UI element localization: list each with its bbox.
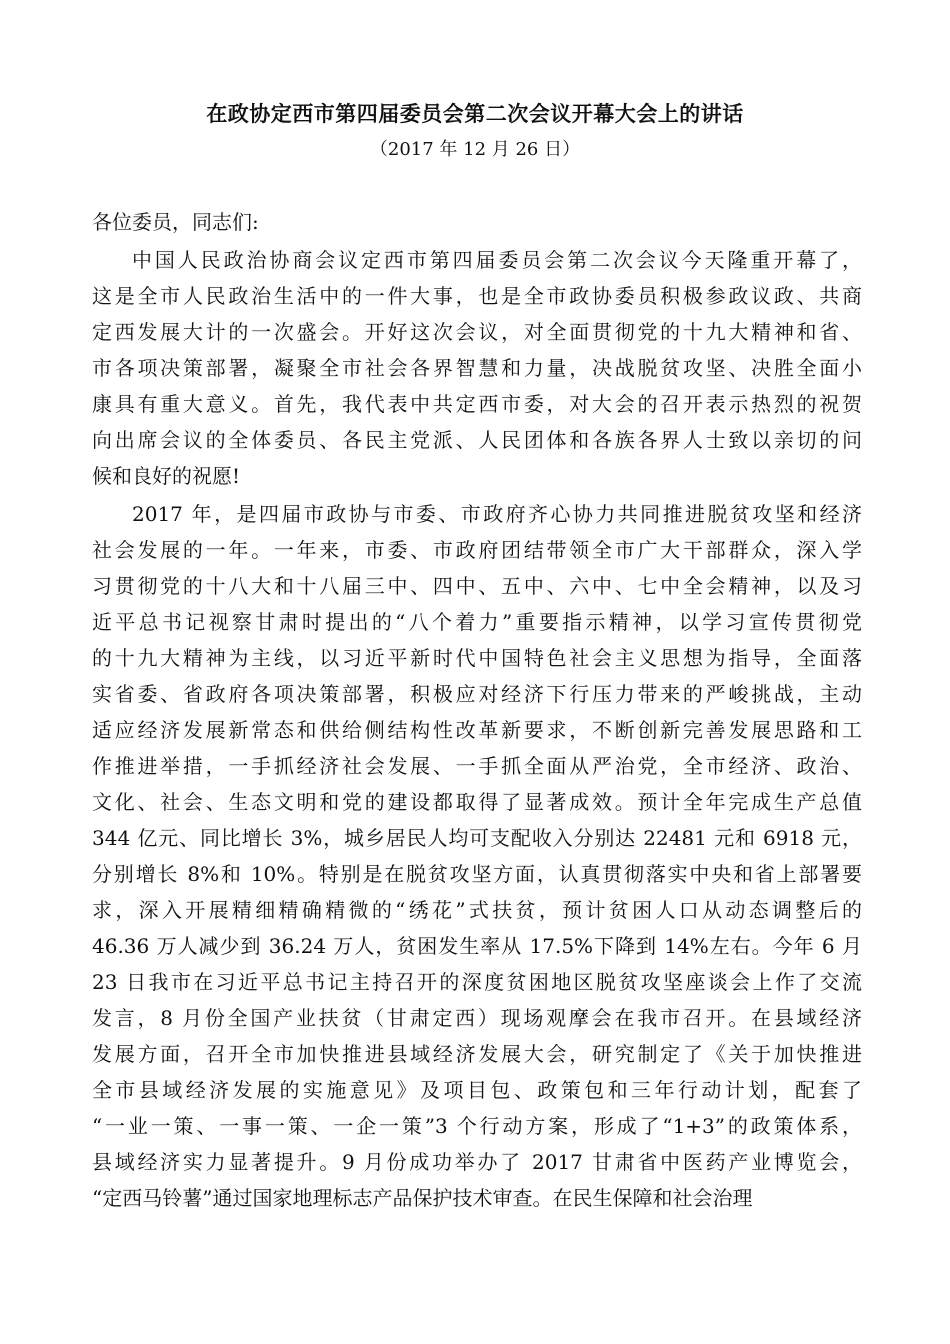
text-line: 的十九大精神为主线，以习近平新时代中国特色社会主义思想为指导，全面落 (92, 646, 862, 670)
text-line: 作推进举措，一手抓经济社会发展、一手抓全面从严治党，全市经济、政治、 (92, 754, 862, 778)
text-line: 46.36 万人减少到 36.24 万人，贫困发生率从 17.5%下降到 14%左右。今年 6 月 (92, 934, 862, 958)
text-line: 康具有重大意义。首先，我代表中共定西市委，对大会的召开表示热烈的祝贺 (92, 392, 862, 416)
text-line: 2017 年，是四届市政协与市委、市政府齐心协力共同推进脱贫攻坚和经济 (132, 502, 862, 526)
text-line: 县域经济实力显著提升。9 月份成功举办了 2017 甘肃省中医药产业博览会， (92, 1150, 862, 1174)
text-line: 中国人民政治协商会议定西市第四届委员会第二次会议今天隆重开幕了， (132, 248, 862, 272)
text-line: 文化、社会、生态文明和党的建设都取得了显著成效。预计全年完成生产总值 (92, 790, 862, 814)
text-line: 市各项决策部署，凝聚全市社会各界智慧和力量，决战脱贫攻坚、决胜全面小 (92, 356, 862, 380)
text-line: 社会发展的一年。一年来，市委、市政府团结带领全市广大干部群众，深入学 (92, 538, 862, 562)
text-line: 实省委、省政府各项决策部署，积极应对经济下行压力带来的严峻挑战，主动 (92, 682, 862, 706)
document-title: 在政协定西市第四届委员会第二次会议开幕大会上的讲话 (206, 101, 744, 126)
text-line: 定西发展大计的一次盛会。开好这次会议，对全面贯彻党的十九大精神和省、 (92, 320, 862, 344)
text-line: 这是全市人民政治生活中的一件大事，也是全市政协委员积极参政议政、共商 (92, 284, 862, 308)
text-line: 344 亿元、同比增长 3%，城乡居民人均可支配收入分别达 22481 元和 6918 元， (92, 826, 862, 850)
text-line: 候和良好的祝愿! (92, 464, 241, 488)
text-line: 习贯彻党的十八大和十八届三中、四中、五中、六中、七中全会精神，以及习 (92, 574, 862, 598)
text-line: 分别增长 8%和 10%。特别是在脱贫攻坚方面，认真贯彻落实中央和省上部署要 (92, 862, 862, 886)
text-line: 发展方面，召开全市加快推进县域经济发展大会，研究制定了《关于加快推进 (92, 1042, 862, 1066)
text-line: 求，深入开展精细精确精微的“绣花”式扶贫，预计贫困人口从动态调整后的 (92, 898, 862, 922)
text-line: 近平总书记视察甘肃时提出的“八个着力”重要指示精神，以学习宣传贯彻党 (92, 610, 862, 634)
paragraph-year-review (92, 496, 862, 1216)
text-line: 适应经济发展新常态和供给侧结构性改革新要求，不断创新完善发展思路和工 (92, 718, 862, 742)
text-line: 全市县域经济发展的实施意见》及项目包、政策包和三年行动计划，配套了 (92, 1078, 862, 1102)
text-line: 向出席会议的全体委员、各民主党派、人民团体和各族各界人士致以亲切的问 (92, 428, 862, 452)
speech-date: （2017 年 12 月 26 日） (369, 139, 581, 160)
text-line: 23 日我市在习近平总书记主持召开的深度贫困地区脱贫攻坚座谈会上作了交流 (92, 970, 862, 994)
salutation: 各位委员，同志们: (92, 210, 259, 234)
text-line: “一业一策、一事一策、一企一策”3 个行动方案，形成了“1+3”的政策体系， (92, 1114, 862, 1138)
text-line: 发言，8 月份全国产业扶贫（甘肃定西）现场观摩会在我市召开。在县域经济 (92, 1006, 862, 1030)
text-line: “定西马铃薯”通过国家地理标志产品保护技术审查。在民生保障和社会治理 (92, 1186, 753, 1210)
paragraph-opening (92, 242, 862, 494)
